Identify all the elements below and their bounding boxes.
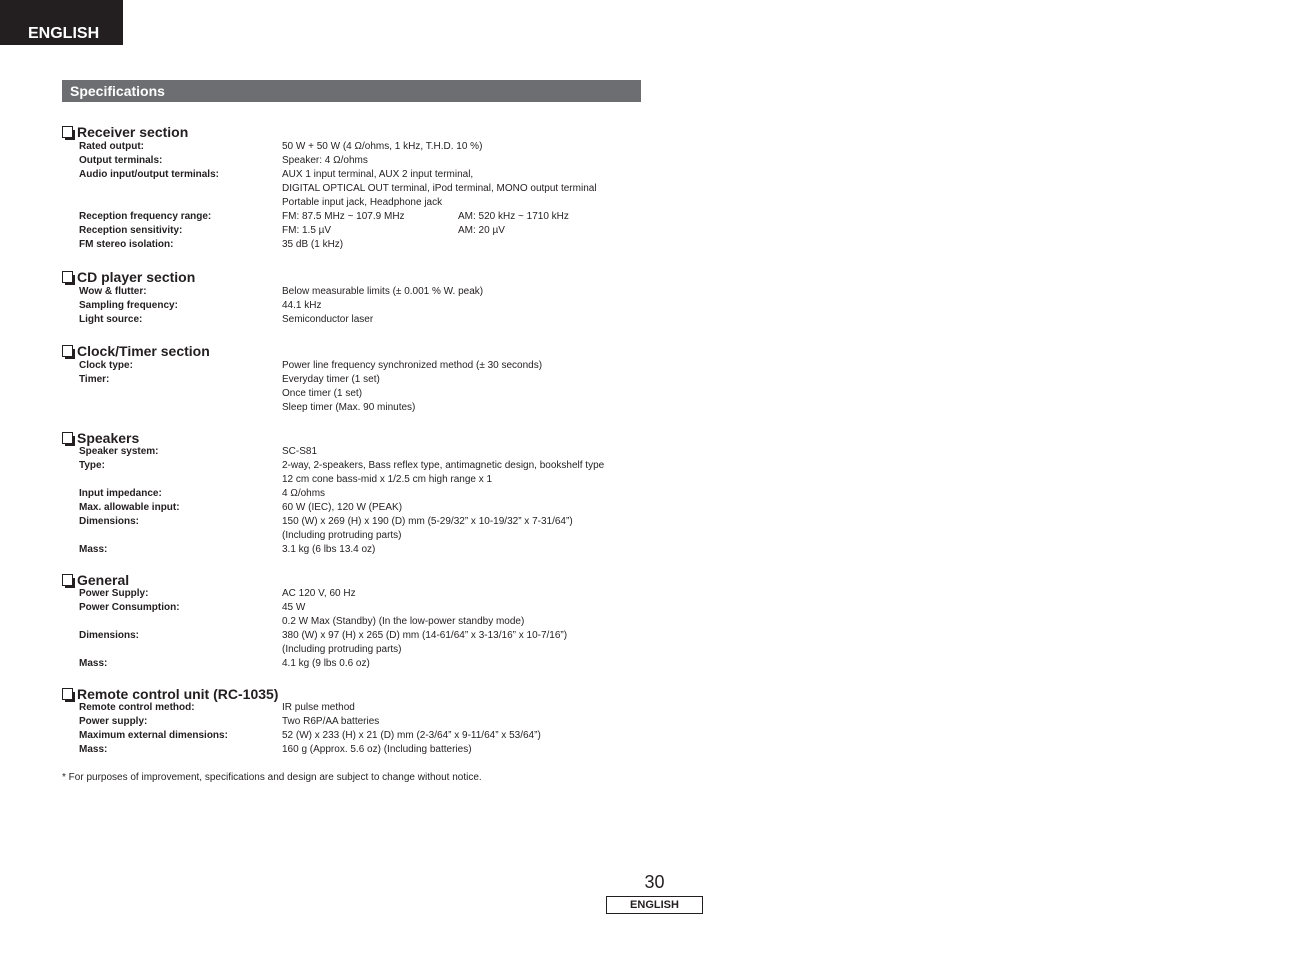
spec-value: Below measurable limits (± 0.001 % W. peak) [282,286,484,297]
spec-value: Semiconductor laser [282,314,374,325]
language-tab: ENGLISH [0,0,123,45]
spec-value: DIGITAL OPTICAL OUT terminal, iPod terminal, MONO output terminal [282,183,597,194]
spec-label: Mass: [79,658,108,669]
spec-label: Power Supply: [79,588,149,599]
spec-value: FM: 1.5 µV [282,225,332,236]
checkbox-bullet-icon [62,345,73,357]
spec-label: Wow & flutter: [79,286,147,297]
spec-value: 12 cm cone bass-mid x 1/2.5 cm high range x 1 [282,474,493,485]
spec-value: 3.1 kg (6 lbs 13.4 oz) [282,544,376,555]
spec-value: Power line frequency synchronized method (± 30 seconds) [282,360,543,371]
spec-value: 160 g (Approx. 5.6 oz) (Including batteries) [282,744,472,755]
spec-value: 4.1 kg (9 lbs 0.6 oz) [282,658,370,669]
spec-label: Remote control method: [79,702,195,713]
spec-value: IR pulse method [282,702,355,713]
spec-value-secondary: AM: 20 µV [458,225,505,236]
spec-value: 35 dB (1 kHz) [282,239,344,250]
spec-value: 150 (W) x 269 (H) x 190 (D) mm (5-29/32” x 10-19/32” x 7-31/64”) [282,516,573,527]
spec-label: Light source: [79,314,143,325]
spec-label: Power Consumption: [79,602,180,613]
spec-value: 45 W [282,602,306,613]
spec-label: Mass: [79,544,108,555]
section-title-general [62,572,129,588]
spec-label: Power supply: [79,716,148,727]
checkbox-bullet-icon [62,271,73,283]
section-title-clock-timer [62,343,210,359]
spec-value: AC 120 V, 60 Hz [282,588,356,599]
spec-label: Dimensions: [79,630,140,641]
checkbox-bullet-icon [62,688,73,700]
spec-label: Maximum external dimensions: [79,730,228,741]
spec-label: Max. allowable input: [79,502,180,513]
spec-value: (Including protruding parts) [282,644,402,655]
spec-value: 4 Ω/ohms [282,488,326,499]
spec-label: Reception sensitivity: [79,225,183,236]
spec-value: 380 (W) x 97 (H) x 265 (D) mm (14-61/64” x 3-13/16” x 10-7/16”) [282,630,568,641]
spec-value: 60 W (IEC), 120 W (PEAK) [282,502,403,513]
section-title-text: Remote control unit (RC-1035) [77,686,279,702]
spec-label: Reception frequency range: [79,211,212,222]
spec-value: Once timer (1 set) [282,388,363,399]
checkbox-bullet-icon [62,126,73,138]
spec-value: Sleep timer (Max. 90 minutes) [282,402,416,413]
section-title-cd-player [62,269,195,285]
specifications-banner: Specifications [62,80,641,102]
spec-label: FM stereo isolation: [79,239,174,250]
spec-value: Everyday timer (1 set) [282,374,380,385]
page-number: 30 [644,872,665,892]
section-title-text: Clock/Timer section [77,343,210,359]
footer-language-label: ENGLISH [606,896,703,914]
spec-label: Audio input/output terminals: [79,169,219,180]
spec-value: 2-way, 2-speakers, Bass reflex type, antimagnetic design, bookshelf type [282,460,605,471]
spec-label: Type: [79,460,105,471]
spec-value: 0.2 W Max (Standby) (In the low-power standby mode) [282,616,525,627]
spec-label: Speaker system: [79,446,159,457]
spec-value: 52 (W) x 233 (H) x 21 (D) mm (2-3/64” x 9-11/64” x 53/64”) [282,730,541,741]
spec-value-secondary: AM: 520 kHz ~ 1710 kHz [458,211,569,222]
checkbox-bullet-icon [62,432,73,444]
section-title-text: CD player section [77,269,196,285]
section-title-speakers [62,430,139,446]
spec-label: Input impedance: [79,488,162,499]
section-title-remote-control [62,686,278,702]
spec-value: (Including protruding parts) [282,530,402,541]
spec-value: 50 W + 50 W (4 Ω/ohms, 1 kHz, T.H.D. 10 %) [282,141,483,152]
section-title-text: General [77,572,130,588]
spec-value: Speaker: 4 Ω/ohms [282,155,368,166]
spec-value: Two R6P/AA batteries [282,716,380,727]
spec-label: Dimensions: [79,516,140,527]
spec-label: Clock type: [79,360,133,371]
section-title-text: Receiver section [77,124,189,140]
spec-value: 44.1 kHz [282,300,322,311]
spec-label: Output terminals: [79,155,163,166]
spec-label: Mass: [79,744,108,755]
footnote: * For purposes of improvement, specifications and design are subject to change without notice. [62,772,482,783]
spec-value: Portable input jack, Headphone jack [282,197,443,208]
spec-label: Timer: [79,374,110,385]
spec-value: AUX 1 input terminal, AUX 2 input terminal, [282,169,474,180]
spec-value: SC-S81 [282,446,318,457]
spec-label: Rated output: [79,141,144,152]
spec-value: FM: 87.5 MHz ~ 107.9 MHz [282,211,405,222]
spec-label: Sampling frequency: [79,300,178,311]
section-title-text: Speakers [77,430,140,446]
section-title-receiver [62,124,188,140]
checkbox-bullet-icon [62,574,73,586]
